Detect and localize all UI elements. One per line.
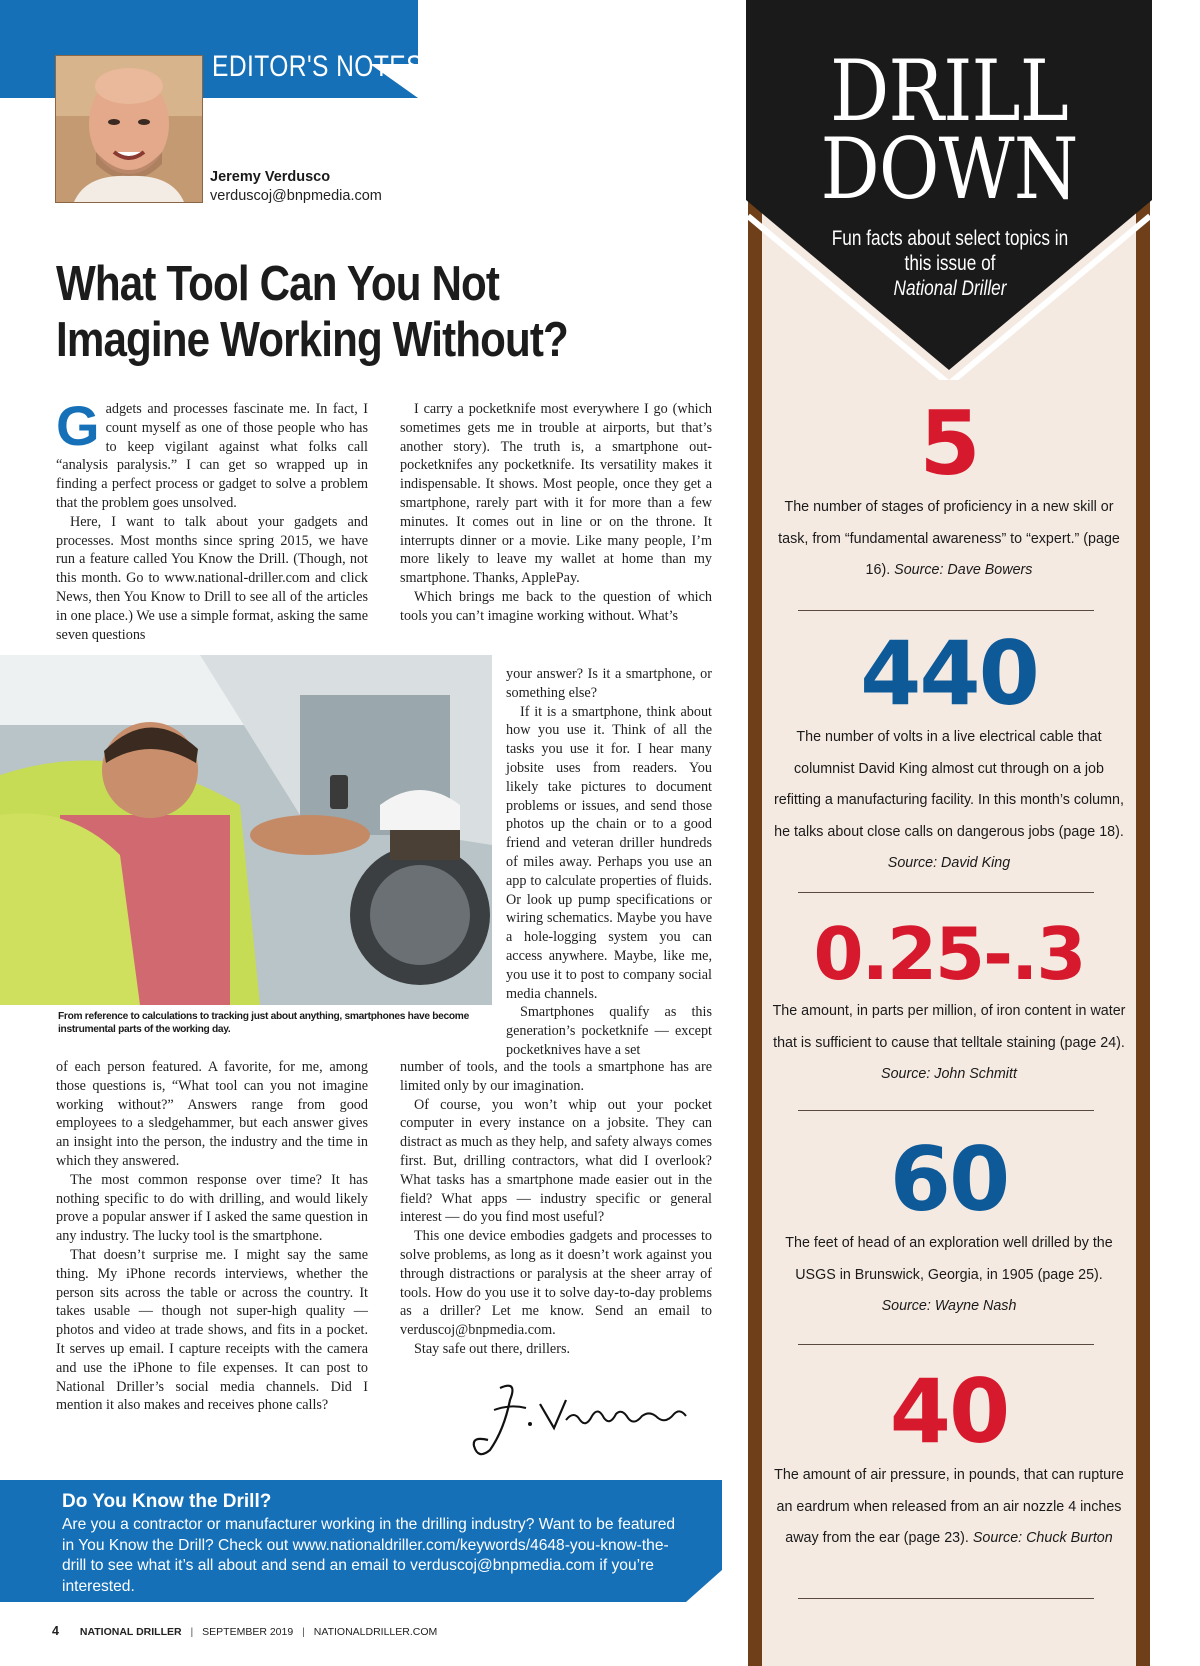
- know-the-drill-title: Do You Know the Drill?: [62, 1491, 272, 1512]
- drill-down-title: [762, 42, 1136, 218]
- fact-divider: [798, 1110, 1094, 1111]
- article-photo: [0, 655, 492, 1005]
- fact-number: 440: [860, 622, 1038, 725]
- article-paragraph-6-cont: your answer? Is it a smartphone, or something else?: [506, 666, 712, 701]
- fact-divider: [798, 892, 1094, 893]
- fact-text: The number of stages of proficiency in a new skill or task, from “fundamental awareness” to “expert.” (page 16).: [778, 499, 1120, 578]
- fact-description: [772, 722, 1126, 880]
- drop-cap: G: [56, 394, 100, 457]
- article-headline: What Tool Can You Not Imagine Working Without?: [56, 257, 568, 367]
- fact-source: Source: David King: [887, 855, 1011, 871]
- page-number: 4: [52, 1624, 59, 1638]
- drill-down-title-line-1: DRILL: [830, 42, 1068, 140]
- article-paragraph-8: Smartphones qualify as this generation’s pocketknife — except pocketknives have a set: [506, 1004, 712, 1058]
- article-paragraph-11: Stay safe out there, drillers.: [414, 1340, 571, 1357]
- footer-site[interactable]: NATIONALDRILLER.COM: [313, 1626, 438, 1638]
- author-email[interactable]: verduscoj@bnpmedia.com: [210, 188, 382, 204]
- article-paragraph-3: The most common response over time? It has nothing specific to do with drilling, and would likely prove a popular answer if I asked the same question in any industry. The lucky tool is the smartphone.: [56, 1171, 368, 1245]
- fact-text: The amount, in parts per million, of iron content in water that is sufficient to cause that telltale staining (page 24).: [772, 1003, 1126, 1051]
- article-paragraph-6: Which brings me back to the question of which tools you can’t imagine working without. What’s: [400, 588, 712, 624]
- article-paragraph-2: Here, I want to talk about your gadgets and processes. Most months since spring 2015, we have run a feature called You Know the Drill. (Though, not this month. Go to www.national-driller.com and click News, then You Know to Drill to see all of the articles in one place.) We use a simple format, asking the same seven questions: [56, 513, 368, 643]
- article-column-2-bottom: [400, 1058, 712, 1359]
- editors-notes-label: EDITOR'S NOTES: [212, 50, 423, 83]
- article-paragraph-9: Of course, you won’t whip out your pocket computer in every instance on a jobsite. They can distract as much as they help, and safety always comes first. But, drilling contractors, what did I overlook? What tasks has a smartphone made easier out in the field? What apps — industry specific or general interest — do you find most useful?: [400, 1096, 712, 1226]
- footer-separator: |: [190, 1626, 194, 1638]
- box-corner-cut: [686, 1570, 722, 1602]
- fact-number: 40: [889, 1360, 1009, 1463]
- author-name: Jeremy Verdusco: [210, 169, 331, 185]
- drill-down-subtitle: [827, 226, 1073, 301]
- fact-source: Source: John Schmitt: [881, 1066, 1017, 1082]
- article-column-2-middle: [506, 665, 712, 1060]
- article-paragraph-4: That doesn’t surprise me. I might say the same thing. My iPhone records interviews, whether the person sits across the table or across the country. It takes usable — though not super-high quality — photos and video at trade shows, and fits in a pocket. It serves up email. I capture receipts with the camera and use the iPhone to file expenses. It can post to National Driller’s social media channels. Did I mention it also makes and receives phone calls?: [56, 1246, 368, 1414]
- article-paragraph-5: I carry a pocketknife most everywhere I go (which sometimes gets me in trouble at airports, but that’s another story). The truth is, a smartphone out-pocketknifes any pocketknife. Its versatility makes it indispensable. It shows. Most people, once they get a smartphone, rarely part with it for more than a few minutes. It comes out in line or on the throne. It interrupts dinner or a movie. Like many people, I’m more likely to leave my wallet at home than my smartphone. Thanks, ApplePay.: [400, 401, 712, 587]
- article-paragraph-7: If it is a smartphone, think about how you use it. Think of all the tasks you use it for. I hear many jobsite uses from readers. You likely take pictures to document problems or issues, and send those photos up the chain or to a good friend and veteran driller hundreds of miles away. Perhaps you use an app to calculate properties of fluids. Or look up pump specifications or wiring schematics. Maybe you have a hole-logging system you can access anywhere. Maybe, like me, you use it to post to company social media channels.: [506, 703, 712, 1002]
- article-column-1-bottom: [56, 1058, 368, 1415]
- fact-text: The amount of air pressure, in pounds, that can rupture an eardrum when released from an air nozzle 4 inches away from the ear (page 23).: [774, 1467, 1124, 1546]
- footer-issue: SEPTEMBER 2019: [202, 1626, 294, 1638]
- know-the-drill-body: Are you a contractor or manufacturer working in the drilling industry? Want to be featured in You Know the Drill? Check out www.nationaldriller.com/keywords/4648-you-know-the-drill to see what it’s all about and send an email to verduscoj@bnpmedia.com if you’re interested.: [62, 1516, 676, 1595]
- article-paragraph-2-cont: of each person featured. A favorite, for me, among those questions is, “What tool can you not imagine working without?” Answers range from good employees to a sledgehammer, but each answer gives an insight into the person, the industry and the time in which they answered.: [56, 1059, 368, 1169]
- fact-description: [772, 1460, 1126, 1555]
- fact-number: 5: [919, 392, 979, 495]
- fact-number: 60: [889, 1128, 1009, 1231]
- fact-divider: [798, 610, 1094, 611]
- photo-caption: From reference to calculations to tracking just about anything, smartphones have become instrumental parts of the working day.: [58, 1011, 469, 1035]
- page-footer: [52, 1624, 437, 1638]
- article-paragraph-10: This one device embodies gadgets and processes to solve problems, as long as it doesn’t work against you through distractions or paralysis at the sheer array of tools. How do you use it to solve day-to-day problems as a driller? Let me know. Send an email to verduscoj@bnpmedia.com.: [400, 1228, 712, 1339]
- article-column-1-top: [56, 394, 368, 644]
- fact-source: Source: Wayne Nash: [881, 1298, 1017, 1314]
- fact-divider: [798, 1598, 1094, 1599]
- fact-description: [772, 1228, 1126, 1323]
- footer-publication: NATIONAL DRILLER: [79, 1626, 182, 1638]
- fact-source: Source: Chuck Burton: [972, 1530, 1113, 1546]
- headshot-illustration: [56, 56, 202, 202]
- author-headshot: [56, 56, 202, 202]
- fact-description: [772, 492, 1126, 587]
- fact-divider: [798, 1344, 1094, 1345]
- fact-source: Source: Dave Bowers: [894, 562, 1033, 578]
- drill-down-subtitle-text: Fun facts about select topics in this issue of: [831, 227, 1069, 275]
- article-paragraph-8-cont: number of tools, and the tools a smartphone has are limited only by our imagination.: [400, 1059, 712, 1094]
- author-signature: [470, 1380, 700, 1460]
- fact-description: [772, 996, 1126, 1091]
- article-column-2-top: [400, 400, 712, 626]
- fact-text: The number of volts in a live electrical cable that columnist David King almost cut through on a job refitting a manufacturing facility. In this month’s column, he talks about close calls on dangerous jobs (page 18).: [774, 729, 1124, 840]
- drill-down-title-line-2: DOWN: [820, 120, 1078, 218]
- driller-in-truck-photo: [0, 655, 492, 1005]
- paragraph-1-text: adgets and processes fascinate me. In fact, I count myself as one of those people who has to keep vigilant against what folks call “analysis paralysis.” I can get so wrapped up in finding a perfect process or gadget to solve a problem that the problem goes unsolved.: [56, 401, 368, 511]
- footer-separator: |: [302, 1626, 305, 1638]
- fact-number: 0.25-.3: [813, 912, 1085, 996]
- article-paragraph-1: [56, 394, 368, 513]
- signature-drawing: [470, 1380, 700, 1460]
- drill-down-subtitle-publication: National Driller: [893, 277, 1007, 300]
- fact-text: The feet of head of an exploration well drilled by the USGS in Brunswick, Georgia, in 1905 (page 25).: [785, 1235, 1113, 1283]
